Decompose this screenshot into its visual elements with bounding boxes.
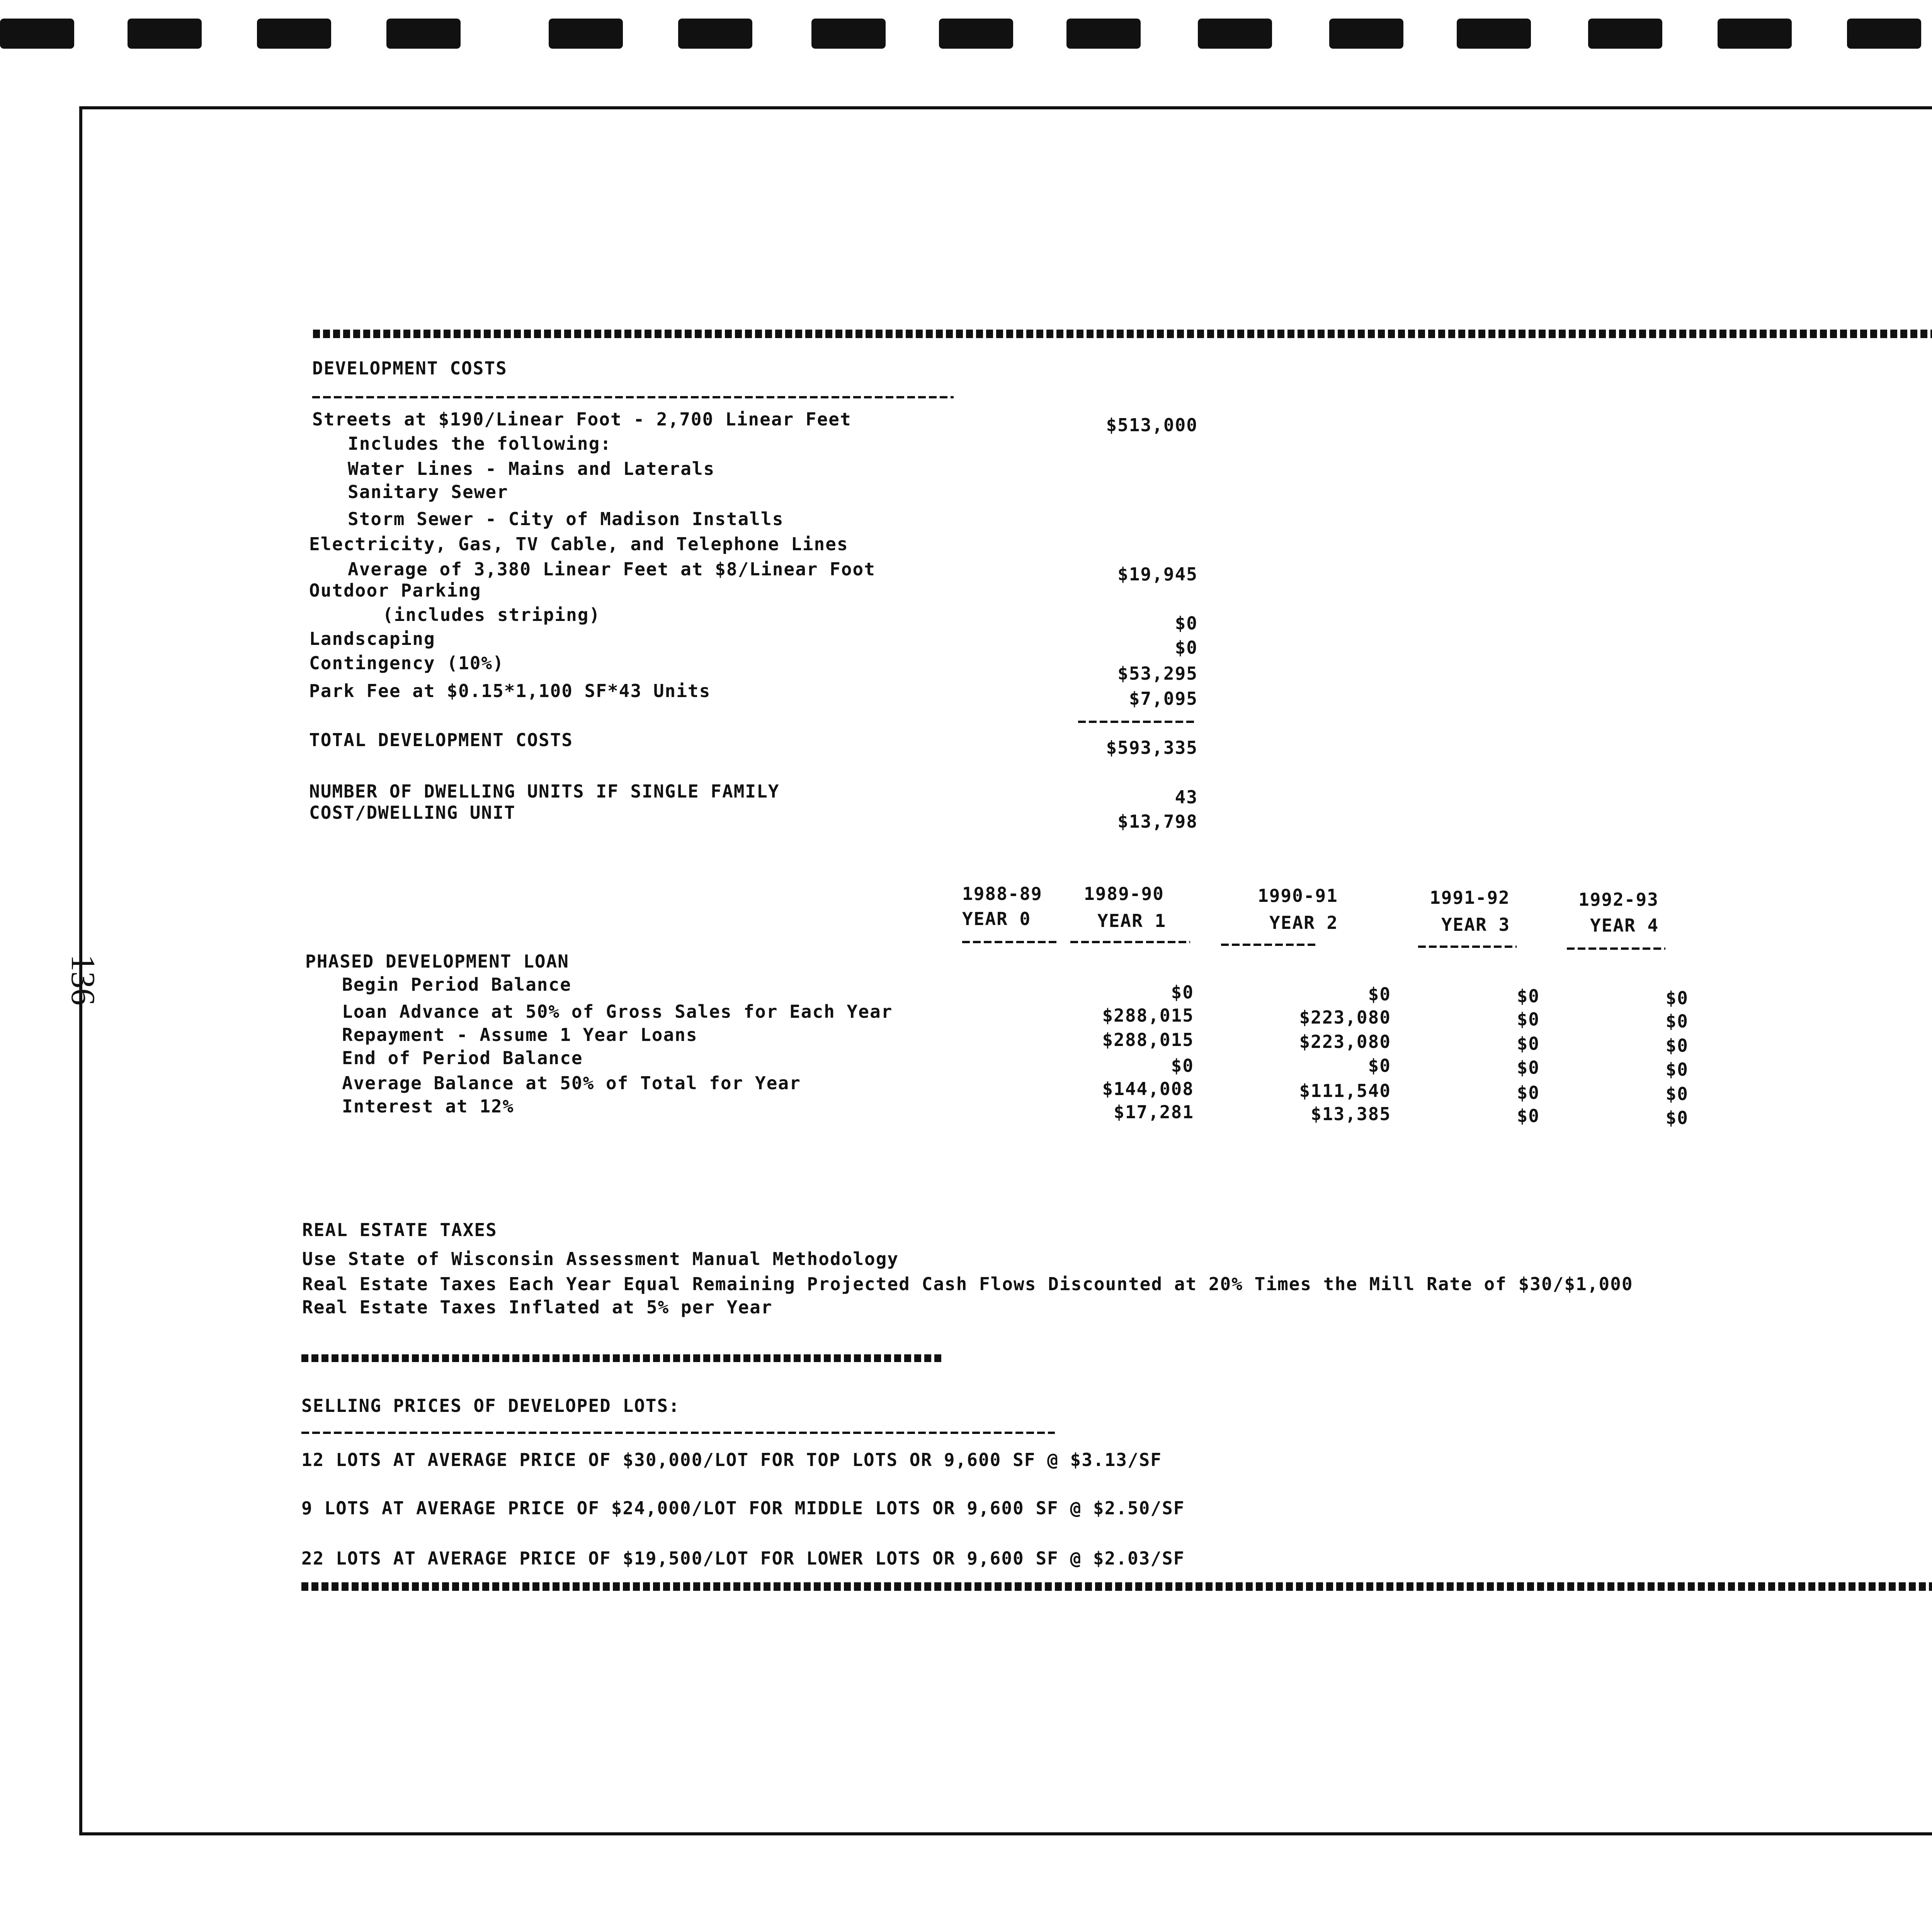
page-number: 136 (64, 954, 102, 1005)
dwelling-units-label: NUMBER OF DWELLING UNITS IF SINGLE FAMILY (309, 781, 780, 802)
binder-hole (1198, 19, 1272, 49)
cell-year-3: $0 (1517, 1057, 1540, 1078)
cost-per-unit-value: $13,798 (1117, 811, 1198, 832)
binder-hole (939, 19, 1013, 49)
binder-hole (257, 19, 331, 49)
binder-hole (678, 19, 752, 49)
selling-heading: SELLING PRICES OF DEVELOPED LOTS: (301, 1395, 680, 1416)
cell-year-3: $0 (1517, 1105, 1540, 1126)
landscaping-value: $0 (1175, 637, 1198, 658)
column-rule (1567, 947, 1665, 950)
separator-line (301, 1582, 1932, 1591)
cell-year-3: $0 (1517, 1009, 1540, 1030)
dashed-rule (312, 396, 954, 398)
row-label: Average Balance at 50% of Total for Year (342, 1073, 801, 1094)
binder-hole (811, 19, 886, 49)
landscaping-label: Landscaping (309, 628, 435, 649)
cell-year-1: $17,281 (1114, 1102, 1194, 1122)
loan-heading: PHASED DEVELOPMENT LOAN (305, 951, 569, 972)
separator-line (313, 330, 1932, 338)
cell-year-4: $0 (1665, 1107, 1689, 1128)
contingency-label: Contingency (10%) (309, 653, 504, 673)
column-period: 1992-93 (1578, 889, 1659, 910)
cell-year-4: $0 (1665, 1083, 1689, 1104)
binder-hole (1718, 19, 1792, 49)
binder-hole (1329, 19, 1403, 49)
taxes-heading: REAL ESTATE TAXES (302, 1219, 497, 1240)
storm-sewer-label: Storm Sewer - City of Madison Installs (348, 509, 784, 529)
column-year: YEAR 1 (1097, 910, 1167, 931)
column-rule (1418, 946, 1517, 948)
sanitary-sewer-label: Sanitary Sewer (348, 481, 509, 502)
average-label: Average of 3,380 Linear Feet at $8/Linear Foot (348, 559, 876, 580)
row-label: Interest at 12% (342, 1096, 514, 1117)
cell-year-2: $223,080 (1299, 1007, 1391, 1028)
striping-label: (includes striping) (383, 604, 601, 625)
column-year: YEAR 2 (1269, 912, 1338, 933)
column-year: YEAR 4 (1590, 915, 1659, 936)
subtotal-rule (1078, 721, 1194, 723)
cell-year-2: $223,080 (1299, 1031, 1391, 1052)
average-value: $19,945 (1117, 564, 1198, 585)
column-year: YEAR 3 (1441, 914, 1510, 935)
cell-year-1: $288,015 (1102, 1005, 1194, 1026)
park-fee-value: $7,095 (1129, 688, 1198, 709)
striping-value: $0 (1175, 613, 1198, 634)
column-rule (962, 941, 1057, 943)
cell-year-3: $0 (1517, 986, 1540, 1007)
total-value: $593,335 (1106, 737, 1198, 758)
cell-year-1: $288,015 (1102, 1029, 1194, 1050)
cell-year-1: $144,008 (1102, 1078, 1194, 1099)
row-label: Loan Advance at 50% of Gross Sales for Each Year (342, 1001, 893, 1022)
row-label: Repayment - Assume 1 Year Loans (342, 1024, 698, 1045)
taxes-line-2: Real Estate Taxes Each Year Equal Remaining Projected Cash Flows Discounted at 20% Times the Mill Rate of $30/$1,000 (302, 1274, 1633, 1294)
row-label: Begin Period Balance (342, 974, 571, 995)
binder-hole (1847, 19, 1921, 49)
binder-hole (1066, 19, 1141, 49)
cell-year-2: $111,540 (1299, 1080, 1391, 1101)
column-rule (1070, 941, 1190, 943)
selling-line-1: 12 LOTS AT AVERAGE PRICE OF $30,000/LOT FOR TOP LOTS OR 9,600 SF @ $3.13/SF (301, 1449, 1162, 1470)
cell-year-1: $0 (1171, 982, 1194, 1003)
binder-hole (0, 19, 74, 49)
dashed-rule (301, 1432, 1055, 1434)
cell-year-1: $0 (1171, 1055, 1194, 1076)
selling-line-2: 9 LOTS AT AVERAGE PRICE OF $24,000/LOT FOR MIDDLE LOTS OR 9,600 SF @ $2.50/SF (301, 1498, 1185, 1519)
total-label: TOTAL DEVELOPMENT COSTS (309, 730, 573, 750)
binder-hole (1457, 19, 1531, 49)
includes-label: Includes the following: (348, 433, 612, 454)
cell-year-4: $0 (1665, 988, 1689, 1009)
park-fee-label: Park Fee at $0.15*1,100 SF*43 Units (309, 680, 711, 701)
cell-year-2: $0 (1368, 984, 1391, 1005)
electricity-label: Electricity, Gas, TV Cable, and Telephone Lines (309, 534, 849, 554)
contingency-value: $53,295 (1117, 663, 1198, 684)
binder-hole (386, 19, 461, 49)
binder-hole (549, 19, 623, 49)
binder-hole (128, 19, 202, 49)
column-period: 1989-90 (1084, 883, 1164, 904)
cell-year-4: $0 (1665, 1035, 1689, 1056)
taxes-line-3: Real Estate Taxes Inflated at 5% per Year (302, 1297, 773, 1318)
selling-line-3: 22 LOTS AT AVERAGE PRICE OF $19,500/LOT FOR LOWER LOTS OR 9,600 SF @ $2.03/SF (301, 1548, 1185, 1569)
column-year: YEAR 0 (962, 908, 1031, 929)
separator-line (301, 1354, 943, 1362)
column-period: 1990-91 (1258, 885, 1338, 906)
cell-year-3: $0 (1517, 1033, 1540, 1054)
outdoor-parking-label: Outdoor Parking (309, 580, 481, 601)
taxes-line-1: Use State of Wisconsin Assessment Manual Methodology (302, 1248, 899, 1269)
cost-per-unit-label: COST/DWELLING UNIT (309, 802, 516, 823)
binder-hole (1588, 19, 1662, 49)
cell-year-2: $0 (1368, 1055, 1391, 1076)
row-label: End of Period Balance (342, 1048, 583, 1068)
cell-year-4: $0 (1665, 1059, 1689, 1080)
water-lines-label: Water Lines - Mains and Laterals (348, 458, 715, 479)
development-costs-heading: DEVELOPMENT COSTS (312, 358, 507, 379)
cell-year-2: $13,385 (1311, 1104, 1391, 1124)
dwelling-units-value: 43 (1175, 787, 1198, 808)
column-period: 1991-92 (1430, 887, 1510, 908)
streets-label: Streets at $190/Linear Foot - 2,700 Linear Feet (312, 409, 852, 430)
column-period: 1988-89 (962, 883, 1043, 904)
column-rule (1221, 944, 1318, 946)
cell-year-3: $0 (1517, 1082, 1540, 1103)
cell-year-4: $0 (1665, 1011, 1689, 1032)
streets-value: $513,000 (1106, 415, 1198, 435)
